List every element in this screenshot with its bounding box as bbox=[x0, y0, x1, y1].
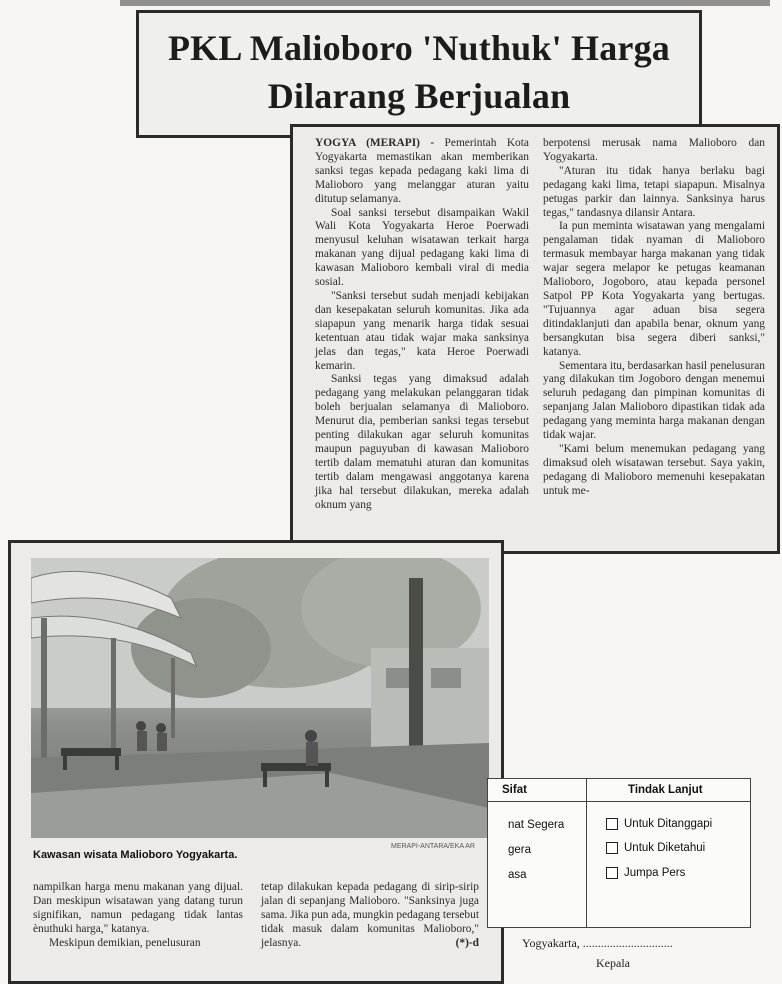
header-divider bbox=[488, 801, 750, 802]
paragraph bbox=[315, 137, 529, 207]
label-diketahui: Untuk Diketahui bbox=[624, 842, 706, 854]
checkbox-jumpa-pers[interactable] bbox=[606, 867, 618, 879]
paragraph-text: tetap dilakukan kepada pedagang di sirip-sirip jalan di sepanjang Malioboro. "Sanksinya juga sama. Jika pun ada, mungkin pedagang tersebut tidak masuk dalam komunitas Malioboro," jelasnya. bbox=[261, 881, 479, 949]
headline-line-1: PKL Malioboro 'Nuthuk' Harga bbox=[167, 28, 670, 68]
disposition-form bbox=[487, 778, 751, 928]
paragraph: Sementara itu, berdasarkan hasil penelusuran yang dilakukan tim Jogoboro dengan menemui seluruh pedagang dan pimpinan komunitas di sepanjang Jalan Malioboro dipastikan tidak ada pedagang yang meminta harga makanan dengan tidak wajar. bbox=[543, 359, 765, 442]
street-scene-illustration bbox=[31, 558, 489, 838]
sifat-item-gera: gera bbox=[508, 844, 532, 856]
signoff: (*)-d bbox=[455, 936, 479, 949]
headline-box bbox=[136, 10, 702, 138]
continuation-column-2 bbox=[261, 881, 479, 951]
header-sifat: Sifat bbox=[502, 784, 527, 796]
label-ditanggapi: Untuk Ditanggapi bbox=[624, 818, 713, 830]
paragraph: "Sanksi tersebut sudah menjadi kebijakan dan kesepakatan seluruh komunitas. Jika ada siapapun yang menarik harga tidak sesuai ketentuan atau tidak wajar maka sanksinya jelas dan tegas," kata Heroe Poerwadi kemarin. bbox=[315, 289, 529, 372]
article-column-1 bbox=[315, 137, 529, 512]
headline-line-2: Dilarang Berjualan bbox=[267, 76, 571, 116]
photo-frame bbox=[8, 540, 504, 984]
photo-credit: MERAPI-ANTARA/EKA AR bbox=[391, 843, 475, 850]
sifat-item-asa: asa bbox=[508, 869, 527, 881]
continuation-column-1 bbox=[33, 881, 243, 951]
article-column-2 bbox=[543, 137, 765, 499]
paragraph: Sanksi tegas yang dimaksud adalah pedagang yang melakukan pelanggaran tidak boleh berjualan selamanya di Malioboro. Menurut dia, pemberian sanksi tegas tersebut penting dilakukan agar seluruh komunitas maupun paguyuban di kawasan Malioboro tertib dalam mematuhi aturan dan komunitas tertib dalam mengawasi anggotanya karena jika hal tersebut dilakukan, mereka adalah oknum yang bbox=[315, 373, 529, 511]
paragraph: Ia pun meminta wisatawan yang mengalami pengalaman tidak nyaman di Malioboro termasuk membayar harga makanan yang tidak wajar segera melapor ke petugas keamanan Malioboro, Jogoboro, atau kepada personel Satpol PP Kota Yogyakarta yang bertugas. "Tujuannya agar aduan bisa segera ditindaklanjuti dan apabila benar, oknum yang bersangkutan bisa segera diberi sanksi," katanya. bbox=[543, 220, 765, 358]
photo-caption: Kawasan wisata Malioboro Yogyakarta. bbox=[33, 849, 238, 861]
paragraph: nampilkan harga menu makanan yang dijual. Dan meskipun wisatawan yang datang turun signifikan, namun pedagang tidak lantas ènuthuki harga," katanya. bbox=[33, 881, 243, 935]
label-jumpa-pers: Jumpa Pers bbox=[624, 867, 686, 879]
paragraph bbox=[261, 881, 479, 951]
header-tindak-lanjut: Tindak Lanjut bbox=[628, 784, 703, 796]
dateline: YOGYA (MERAPI) - bbox=[315, 137, 435, 149]
article-frame bbox=[290, 124, 780, 554]
scan-edge bbox=[120, 0, 770, 6]
paragraph: "Aturan itu tidak hanya berlaku bagi pedagang kaki lima, tetapi siapapun. Misalnya petugas parkir dan lainnya. Sanksinya harus tegas," tandasnya dilansir Antara. bbox=[543, 164, 765, 219]
checkbox-ditanggapi[interactable] bbox=[606, 818, 618, 830]
checkbox-diketahui[interactable] bbox=[606, 842, 618, 854]
malioboro-photo bbox=[31, 558, 489, 838]
paragraph: berpotensi merusak nama Malioboro dan Yogyakarta. bbox=[543, 137, 765, 163]
paragraph: Meskipun demikian, penelusuran bbox=[49, 936, 201, 949]
paragraph-text: Pemerintah Kota Yogyakarta memastikan akan memberikan sanksi tegas kepada pedagang kaki lima di Malioboro yang melanggar aturan yaitu ditutup selamanya. bbox=[315, 137, 529, 205]
paragraph: Soal sanksi tersebut disampaikan Wakil Wali Kota Yogyakarta Heroe Poerwadi menyusul keluhan wisatawan terkait harga makanan yang dijual pedagang kaki lima di kawasan Malioboro kembali viral di media sosial. bbox=[315, 206, 529, 289]
paragraph: "Kami belum menemukan pedagang yang dimaksud oleh wisatawan tersebut. Saya yakin, pedagang di Malioboro memenuhi kesepakatan untuk me- bbox=[543, 442, 765, 497]
sifat-item-segera: nat Segera bbox=[508, 819, 565, 831]
signature-place-date: Yogyakarta, .............................. bbox=[522, 936, 673, 950]
signature-role: Kepala bbox=[596, 956, 630, 970]
